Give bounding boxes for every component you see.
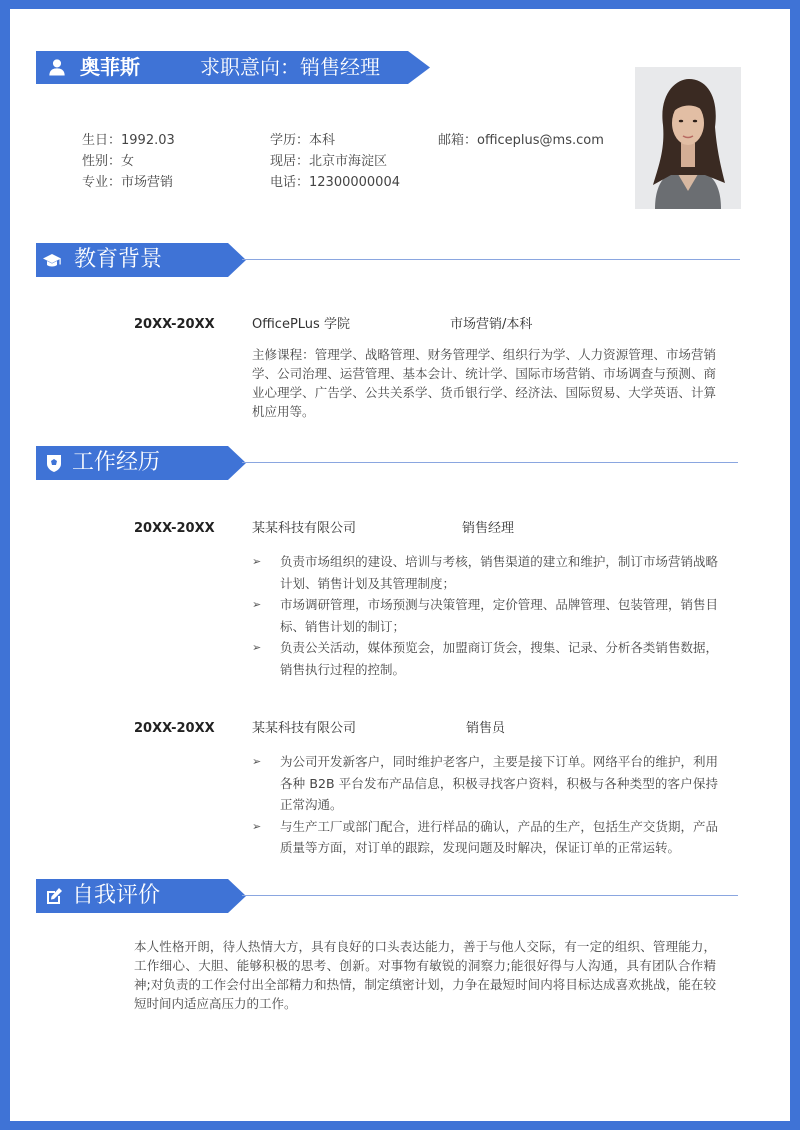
self-eval-section-title: 自我评价 [72, 883, 161, 908]
shield-icon [44, 453, 64, 473]
job-period: 20XX-20XX [134, 721, 215, 736]
list-item: ➢ 负责市场组织的建设、培训与考核，销售渠道的建立和维护，制订市场营销战略计划、销售计划及其管理制度； [252, 551, 718, 594]
resume-page [10, 9, 790, 1121]
user-icon [48, 58, 66, 76]
education-degree: 市场营销/本科 [450, 317, 533, 332]
list-item: ➢ 为公司开发新客户，同时维护老客户，主要是接下订单。网络平台的维护，利用各种 B2B 平台发布产品信息，积极寻找客户资料，积极与各种类型的客户保持正常沟通。 [252, 751, 718, 816]
info-residence: 现居：北京市海淀区 [270, 154, 388, 169]
education-section-title: 教育背景 [74, 247, 163, 272]
job-company: 某某科技有限公司 [252, 521, 357, 536]
job-intent: 求职意向：销售经理 [200, 55, 380, 79]
info-email: 邮箱：officeplus@ms.com [438, 133, 604, 148]
job-duties-list [252, 751, 718, 859]
self-eval-divider [242, 895, 738, 896]
education-school: OfficePLus 学院 [252, 317, 350, 332]
self-eval-text: 本人性格开朗，待人热情大方，具有良好的口头表达能力，善于与他人交际，有一定的组织、管理能力，工作细心、大胆、能够积极的思考、创新。对事物有敏锐的洞察力;能很好得与人沟通，具有团队合作精神;对负责的工作会付出全部精力和热情，制定缜密计划，力争在最短时间内将目标达成喜欢挑战，能在较短时间内适应高压力的工作。 [134, 939, 716, 1011]
job-period: 20XX-20XX [134, 521, 215, 536]
info-phone: 电话：12300000004 [270, 175, 400, 190]
work-section-title: 工作经历 [72, 450, 161, 475]
candidate-name: 奥菲斯 [80, 55, 140, 79]
education-divider [242, 259, 740, 260]
info-birth: 生日：1992.03 [82, 133, 175, 148]
work-divider [242, 462, 738, 463]
list-item: ➢ 市场调研管理，市场预测与决策管理，定价管理、品牌管理、包装管理，销售目标、销售计划的制订； [252, 594, 718, 637]
job-duties-list [252, 551, 718, 680]
info-major: 专业：市场营销 [82, 175, 174, 190]
job-role: 销售经理 [462, 521, 515, 536]
job-company: 某某科技有限公司 [252, 721, 357, 736]
edit-icon [44, 886, 64, 906]
list-item: ➢ 与生产工厂或部门配合，进行样品的确认，产品的生产，包括生产交货期，产品质量等方面，对订单的跟踪，发现问题及时解决，保证订单的正常运转。 [252, 816, 718, 859]
education-period: 20XX-20XX [134, 317, 215, 332]
profile-photo [635, 67, 741, 209]
education-courses: 主修课程：管理学、战略管理、财务管理学、组织行为学、人力资源管理、市场营销学、公司治理、运营管理、基本会计、统计学、国际市场营销、市场调查与预测、商业心理学、广告学、公共关系学、货币银行学、经济法、国际贸易、大学英语、计算机应用等。 [252, 347, 716, 419]
info-gender: 性别：女 [82, 154, 135, 169]
job-role: 销售员 [466, 721, 506, 736]
graduation-cap-icon [42, 251, 62, 271]
list-item: ➢ 负责公关活动，媒体预览会，加盟商订货会，搜集、记录、分析各类销售数据，销售执行过程的控制。 [252, 637, 718, 680]
info-education: 学历：本科 [270, 133, 336, 148]
